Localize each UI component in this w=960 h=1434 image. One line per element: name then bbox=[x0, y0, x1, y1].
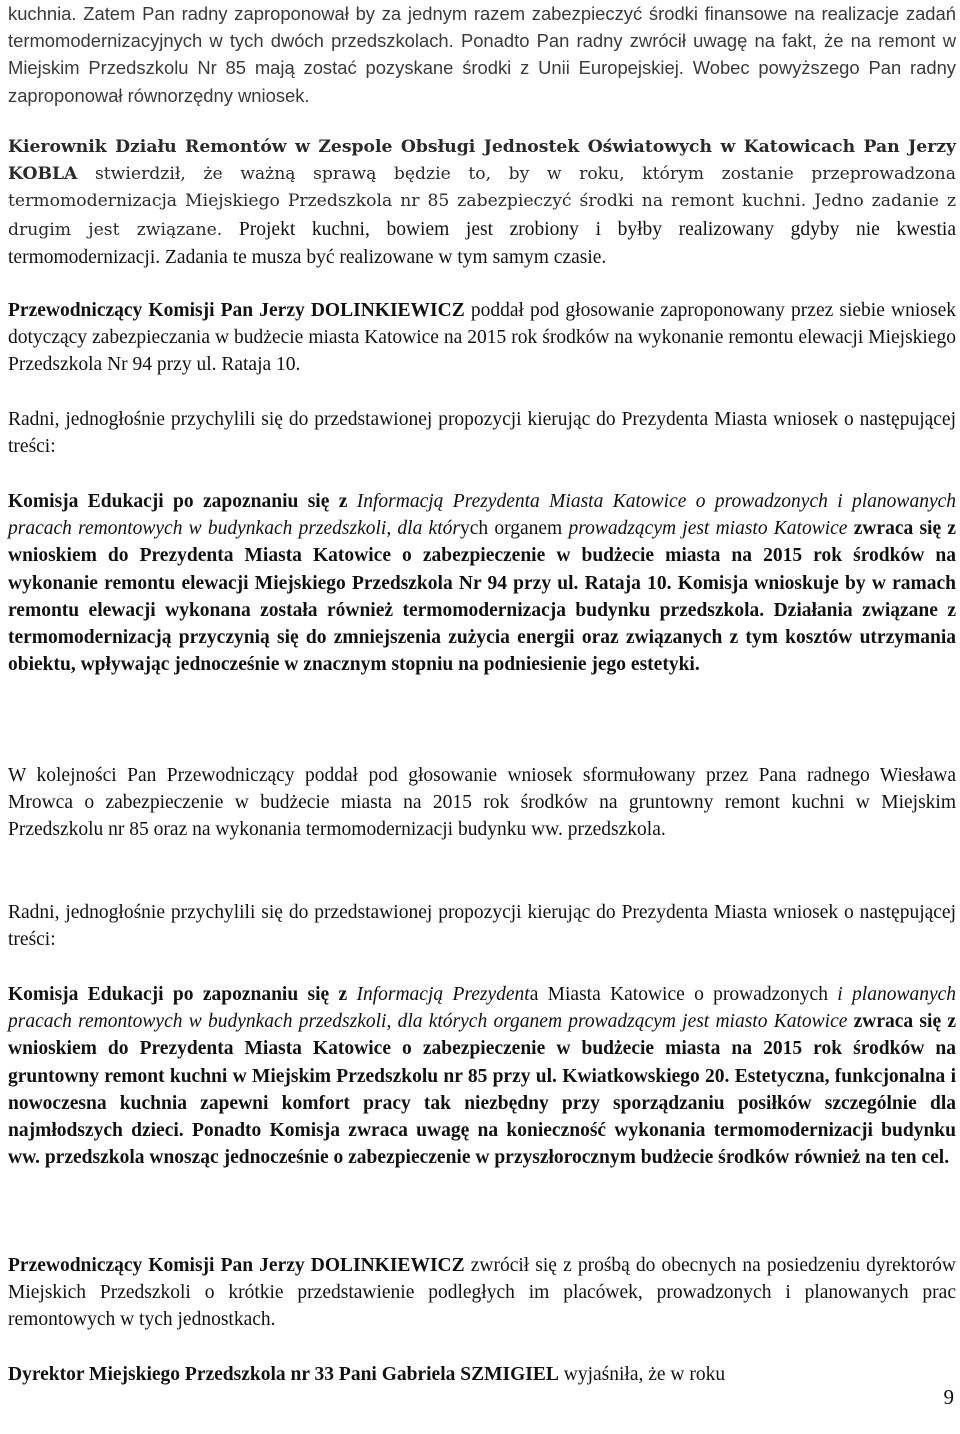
motion-document-title: Informacją Prezydent bbox=[356, 984, 530, 1005]
paragraph-9 bbox=[8, 1252, 956, 1334]
motion-document-title: Informacją Prezydenta Miasta Katowice o prowadzonych i planowanych pracach remontowych w budynkach przedszkoli, dla któr bbox=[8, 491, 956, 540]
motion-body: zwraca się z wnioskiem do Prezydenta Miasta Katowice o zabezpieczenie w budżecie miasta na 2015 rok środków na gruntowny remont kuchni w Miejskim Przedszkolu nr 85 przy ul. Kwiatkowskiego 20. Estetyczna, funkcjonalna i nowoczesna kuchnia zapewni komfort pracy tak niezbędny przy sporządzaniu posiłków szczególnie dla najmłodszych dzieci. Ponadto Komisja zwraca uwagę na konieczność wykonania termomodernizacji budynku ww. przedszkola wnosząc jednocześnie o zabezpieczenie w przyszłorocznym budżecie środków również na ten cel. bbox=[8, 1011, 956, 1169]
paragraph-6 bbox=[8, 762, 956, 844]
motion-document-title-end: prowadzącym jest miasto Katowice bbox=[568, 518, 848, 540]
motion-text-c: a Miasta Katowice o prowadzonych bbox=[529, 984, 838, 1005]
paragraph-5-motion bbox=[8, 488, 956, 678]
motion-document-title-end: i planowanych pracach remontowych w budynkach przedszkoli, dla których organem prowadzącym jest miasto Katowice bbox=[8, 984, 957, 1033]
motion-intro: Komisja Edukacji po zapoznaniu się z bbox=[8, 984, 357, 1005]
paragraph-4-text: Radni, jednogłośnie przychylili się do przedstawionej propozycji kierując do Prezydenta Miasta wniosek o następującej treści: bbox=[8, 409, 956, 458]
paragraph-7-text: Radni, jednogłośnie przychylili się do przedstawionej propozycji kierując do Prezydenta Miasta wniosek o następującej treści: bbox=[8, 902, 956, 951]
paragraph-2 bbox=[8, 134, 956, 272]
paragraph-3 bbox=[8, 297, 956, 379]
paragraph-6-text: W kolejności Pan Przewodniczący poddał pod głosowanie wniosek sformułowany przez Pana radnego Wiesława Mrowca o zabezpieczenie w budżecie miasta na 2015 rok środków na gruntowny remont kuchni w Miejskim Przedszkolu nr 85 oraz na wykonania termomodernizacji budynku ww. przedszkola. bbox=[8, 765, 956, 841]
speaker-name: Dyrektor Miejskiego Przedszkola nr 33 Pani Gabriela SZMIGIEL bbox=[8, 1364, 559, 1385]
paragraph-8-motion bbox=[8, 981, 956, 1171]
paragraph-9-text: zwrócił się z prośbą do obecnych na posiedzeniu dyrektorów Miejskich Przedszkoli o krótkie przedstawienie podległych im placówek, prowadzonych i planowanych prac remontowych w tych jednostkach. bbox=[8, 1255, 956, 1331]
motion-intro: Komisja Edukacji po zapoznaniu się z bbox=[8, 491, 357, 512]
paragraph-10-text: wyjaśniła, że w roku bbox=[558, 1364, 726, 1385]
paragraph-2-text: stwierdził, że ważną sprawą będzie to, by w roku, którym zostanie przeprowadzona termomodernizacja Miejskiego Przedszkola nr 85 zabezpieczyć środki na remont kuchni. Jedno zadanie z drugim jest związane. bbox=[8, 164, 956, 240]
speaker-name: Przewodniczący Komisji Pan Jerzy DOLINKIEWICZ bbox=[8, 1255, 465, 1276]
speaker-name: Kierownik Działu Remontów w Zespole Obsługi Jednostek Oświatowych w Katowicach Pan Jerzy KOBLA bbox=[8, 137, 956, 185]
paragraph-3-text: poddał pod głosowanie zaproponowany przez siebie wniosek dotyczący zabezpieczania w budżecie miasta Katowice na 2015 rok środków na wykonanie remontu elewacji Miejskiego Przedszkola Nr 94 przy ul. Rataja 10. bbox=[8, 300, 956, 376]
paragraph-10 bbox=[8, 1361, 956, 1388]
paragraph-1 bbox=[8, 0, 956, 109]
motion-text-c: ych organem bbox=[459, 518, 569, 540]
paragraph-7 bbox=[8, 899, 956, 953]
speaker-name: Przewodniczący Komisji Pan Jerzy DOLINKIEWICZ bbox=[8, 300, 465, 321]
motion-body: zwraca się z wnioskiem do Prezydenta Miasta Katowice o zabezpieczenie w budżecie miasta na 2015 rok środków na wykonanie remontu elewacji Miejskiego Przedszkola Nr 94 przy ul. Rataja 10. Komisja wnioskuje by w ramach remontu elewacji wykonana została również termomodernizacja budynku przedszkola. Działania związane z termomodernizacją przyczynią się do zmniejszenia zużycia energii oraz związanych z tym kosztów utrzymania obiektu, wpływając jednocześnie w znacznym stopniu na podniesienie jego estetyki. bbox=[8, 518, 956, 676]
page-number: 9 bbox=[943, 1385, 954, 1409]
paragraph-2-text-b: Projekt kuchni, bowiem jest zrobiony i byłby realizowany gdyby nie kwestia termomodernizacji. Zadania te musza być realizowane w tym samym czasie. bbox=[8, 218, 956, 268]
paragraph-4 bbox=[8, 406, 956, 460]
paragraph-1-text: kuchnia. Zatem Pan radny zaproponował by za jednym razem zabezpieczyć środki finansowe na realizacje zadań termomodernizacyjnych w tych dwóch przedszkolach. Ponadto Pan radny zwrócił uwagę na fakt, że na remont w Miejskim Przedszkolu Nr 85 mają zostać pozyskane środki z Unii Europejskiej. Wobec powyższego Pan radny zaproponował równorzędny wniosek. bbox=[8, 3, 956, 106]
